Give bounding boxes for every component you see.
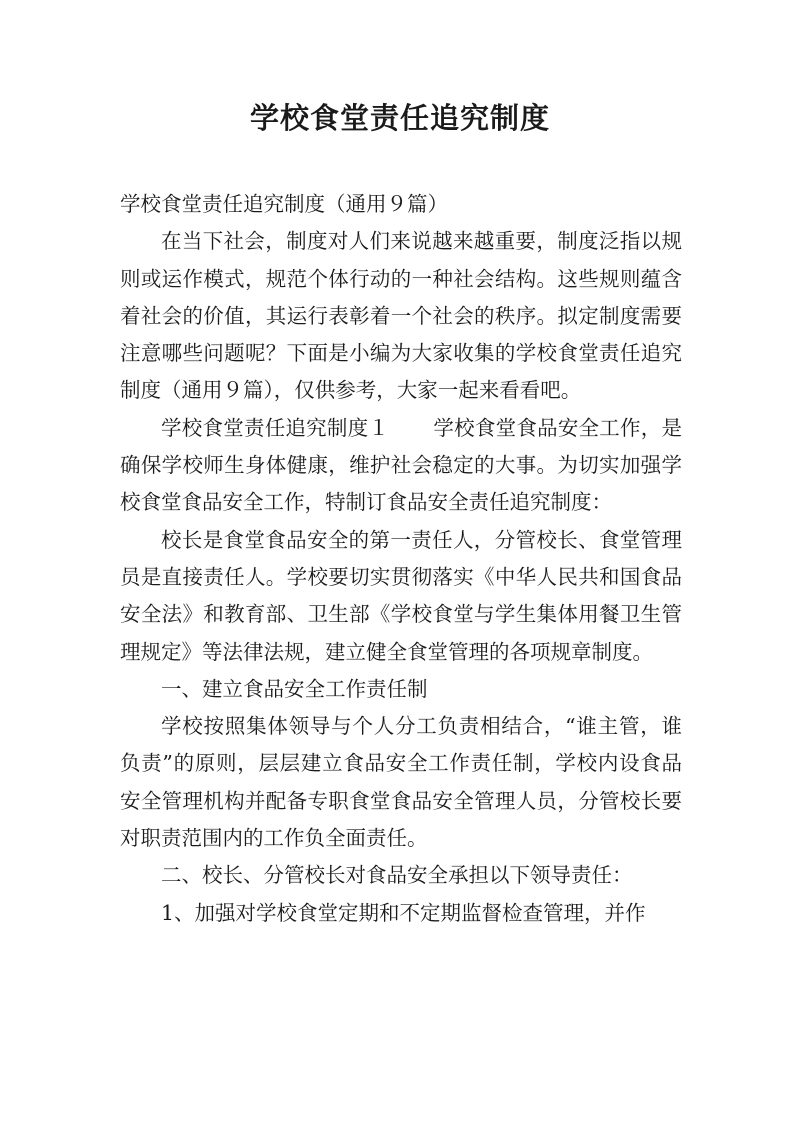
- principal-responsibility-paragraph: 校长是食堂食品安全的第一责任人，分管校长、食堂管理员是直接责任人。学校要切实贯彻落实《中华人民共和国食品安全法》和教育部、卫生部《学校食堂与学生集体用餐卫生管理规定》等法律法规，建立健全食堂管理的各项规章制度。: [120, 527, 682, 664]
- heading-two: 二、校长、分管校长对食品安全承担以下领导责任：: [161, 863, 633, 888]
- section-1-paragraph: [120, 410, 682, 522]
- section-1-heading: 学校食堂责任追究制度１: [161, 415, 390, 440]
- section-1-lead: 学校食堂食品安全工作，是确保学校师生身体健康，维护社会稳定的大事。为切实加强学校食堂食品安全工作，特制订食品安全责任追究制度：: [120, 415, 683, 515]
- document-title: 学校食堂责任追究制度: [249, 101, 550, 135]
- list-item-1: 1、加强对学校食堂定期和不定期监督检查管理，并作: [161, 900, 646, 925]
- document-body: [120, 186, 682, 932]
- document-subtitle: 学校食堂责任追究制度（通用９篇）: [120, 192, 448, 216]
- heading-one: 一、建立食品安全工作责任制: [161, 676, 428, 701]
- responsibility-system-paragraph: 学校按照集体领导与个人分工负责相结合，“谁主管，谁负责”的原则，层层建立食品安全工作责任制，学校内设食品安全管理机构并配备专职食堂食品安全管理人员，分管校长要对职责范围内的工作负全面责任。: [120, 714, 682, 851]
- intro-paragraph: 在当下社会，制度对人们来说越来越重要，制度泛指以规则或运作模式，规范个体行动的一种社会结构。这些规则蕴含着社会的价值，其运行表彰着一个社会的秩序。拟定制度需要注意哪些问题呢？下面是小编为大家收集的学校食堂责任追究制度（通用９篇），仅供参考，大家一起来看看吧。: [120, 229, 682, 403]
